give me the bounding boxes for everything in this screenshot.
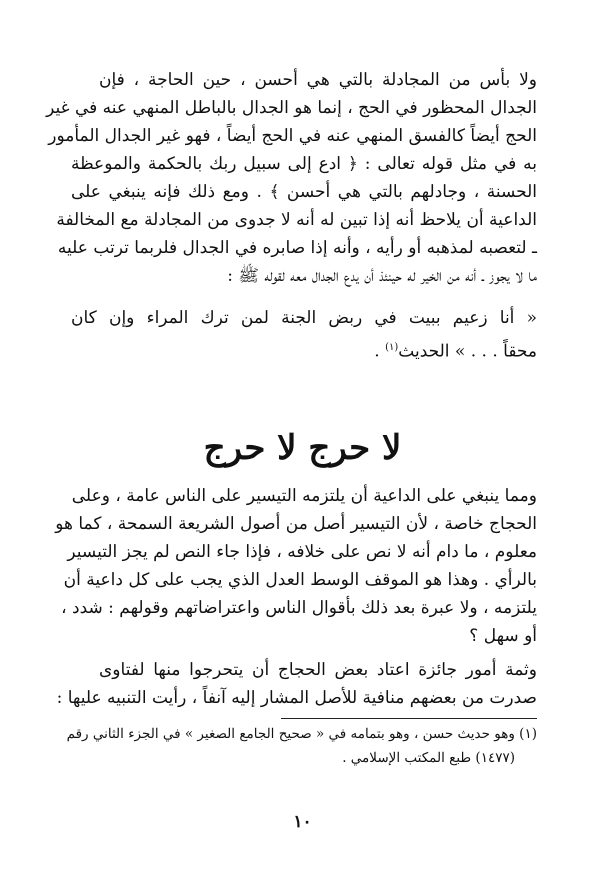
paragraph-1-line-1: ولا بأس من المجادلة بالتي هي أحسن ، حين الحاجة ، فإن — [99, 70, 537, 90]
hadith-quote-line-2: محقاً . . . » الحديث$^{(١)}$ . — [374, 341, 537, 362]
paragraph-2-line-4: بالرأي . وهذا هو الموقف الوسط العدل الذي يجب على كل داعية أن — [63, 570, 537, 590]
paragraph-1-line-6: الداعية أن يلاحظ أنه إذا تبين له أنه لا جدوى من المجادلة مع المخالفة — [56, 210, 537, 230]
section-heading: لا حرج لا حرج — [203, 428, 402, 468]
paragraph-2-line-2: الحجاج خاصة ، لأن التيسير أصل من أصول الشريعة السمحة ، كما هو — [55, 514, 537, 534]
paragraph-1-line-4: به في مثل قوله تعالى : ﴿ ادع إلى سبيل ربك بالحكمة والموعظة — [71, 154, 537, 174]
footnote-separator — [281, 718, 537, 719]
footnote-line-1: (١) وهو حديث حسن ، وهو بتمامه في « صحيح الجامع الصغير » في الجزء الثاني رقم — [66, 726, 537, 742]
page-number: ١٠ — [293, 812, 312, 832]
paragraph-2-line-3: معلوم ، ما دام أنه لا نص على خلافه ، فإذا جاء النص لم يجز التيسير — [67, 542, 537, 562]
paragraph-3-line-1: وثمة أمور جائزة اعتاد بعض الحجاج أن يتحرجوا منها لفتاوى — [99, 660, 537, 680]
footnote-marker: (١) — [385, 342, 399, 353]
hadith-quote-line-1: « أنا زعيم ببيت في ربض الجنة لمن ترك المراء وإن كان — [71, 308, 537, 328]
paragraph-2-line-1: ومما ينبغي على الداعية أن يلتزمه التيسير على الناس عامة ، وعلى — [71, 486, 537, 506]
paragraph-1-line-7: ـ لتعصبه لمذهبه أو رأيه ، وأنه إذا صابره في الجدال فلربما ترتب عليه — [57, 238, 537, 258]
paragraph-1-line-3: الحج أيضاً كالفسق المنهي عنه في الحج أيضاً ، فهو غير الجدال المأمور — [48, 126, 537, 146]
paragraph-1-line-8: ما لا يجوز ـ أنه من الخير له حينئذ أن يدع الجدال معه لقوله ﷺ : — [227, 266, 537, 286]
paragraph-1-line-2: الجدال المحظور في الحج ، إنما هو الجدال بالباطل المنهي عنه في غير — [46, 98, 537, 118]
paragraph-2-line-6: أو سهل ؟ — [469, 626, 537, 646]
paragraph-3-line-2: صدرت من بعضهم منافية للأصل المشار إليه آنفاً ، رأيت التنبيه عليها : — [56, 688, 537, 708]
paragraph-1-line-5: الحسنة ، وجادلهم بالتي هي أحسن ﴾ . ومع ذلك فإنه ينبغي على — [71, 182, 537, 202]
footnote-line-2: (١٤٧٧) طبع المكتب الإسلامي . — [342, 750, 515, 766]
paragraph-2-line-5: يلتزمه ، ولا عبرة بعد ذلك بأقوال الناس واعتراضاتهم وقولهم : شدد ، — [61, 598, 537, 618]
